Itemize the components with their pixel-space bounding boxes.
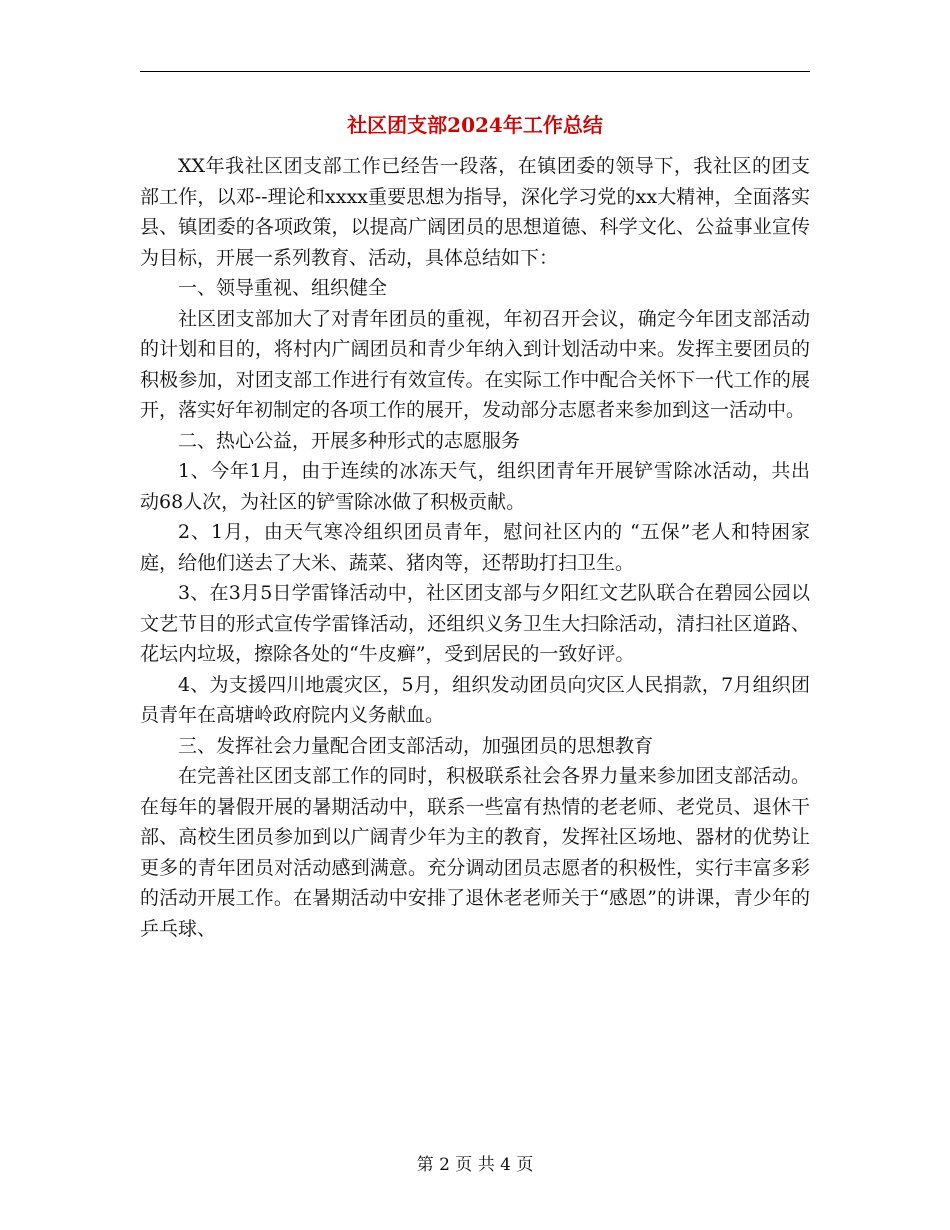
section-heading: 二、热心公益，开展多种形式的志愿服务: [178, 429, 521, 452]
page-number-footer: 第 2 页 共 4 页: [416, 1155, 534, 1175]
paragraph: 1、今年1月，由于连续的冰冻天气，组织团青年开展铲雪除冰活动，共出动68人次，为社区的铲雪除冰做了积极贡献。: [140, 460, 810, 513]
paragraph: 3、在3月5日学雷锋活动中，社区团支部与夕阳红文艺队联合在碧园公园以文艺节目的形式宣传学雷锋活动，还组织义务卫生大扫除活动，清扫社区道路、花坛内垃圾，擦除各处的“牛皮癣”，受到居民的一致好评。: [140, 582, 810, 665]
section-heading: 三、发挥社会力量配合团支部活动，加强团员的思想教育: [178, 734, 654, 757]
paragraph: 2、1月，由天气寒冷组织团员青年，慰问社区内的 “五保”老人和特困家庭，给他们送去了大米、蔬菜、猪肉等，还帮助打扫卫生。: [140, 521, 810, 574]
paragraph: 4、为支援四川地震灾区，5月，组织发动团员向灾区人民捐款，7月组织团员青年在高塘岭政府院内义务献血。: [140, 673, 810, 726]
section-heading: 一、领导重视、组织健全: [178, 277, 388, 299]
document-title: 社区团支部2024年工作总结: [347, 113, 603, 137]
document-body: [140, 151, 810, 944]
header-rule: [140, 71, 810, 72]
paragraph: 在完善社区团支部工作的同时，积极联系社会各界力量来参加团支部活动。在每年的暑假开展的暑期活动中，联系一些富有热情的老老师、老党员、退休干部、高校生团员参加到以广阔青少年为主的教育，发挥社区场地、器材的优势让更多的青年团员对活动感到满意。充分调动团员志愿者的积极性，实行丰富多彩的活动开展工作。在暑期活动中安排了退休老老师关于“感恩”的讲课，青少年的乒乓球、: [140, 765, 810, 940]
paragraph: 社区团支部加大了对青年团员的重视，年初召开会议，确定今年团支部活动的计划和目的，将村内广阔团员和青少年纳入到计划活动中来。发挥主要团员的积极参加，对团支部工作进行有效宣传。在实际工作中配合关怀下一代工作的展开，落实好年初制定的各项工作的展开，发动部分志愿者来参加到这一活动中。: [140, 307, 810, 421]
paragraph: XX年我社区团支部工作已经告一段落，在镇团委的领导下，我社区的团支部工作，以邓--理论和xxxx重要思想为指导，深化学习党的xx大精神，全面落实县、镇团委的各项政策，以提高广阔团员的思想道德、科学文化、公益事业宣传为目标，开展一系列教育、活动，具体总结如下：: [140, 155, 810, 269]
